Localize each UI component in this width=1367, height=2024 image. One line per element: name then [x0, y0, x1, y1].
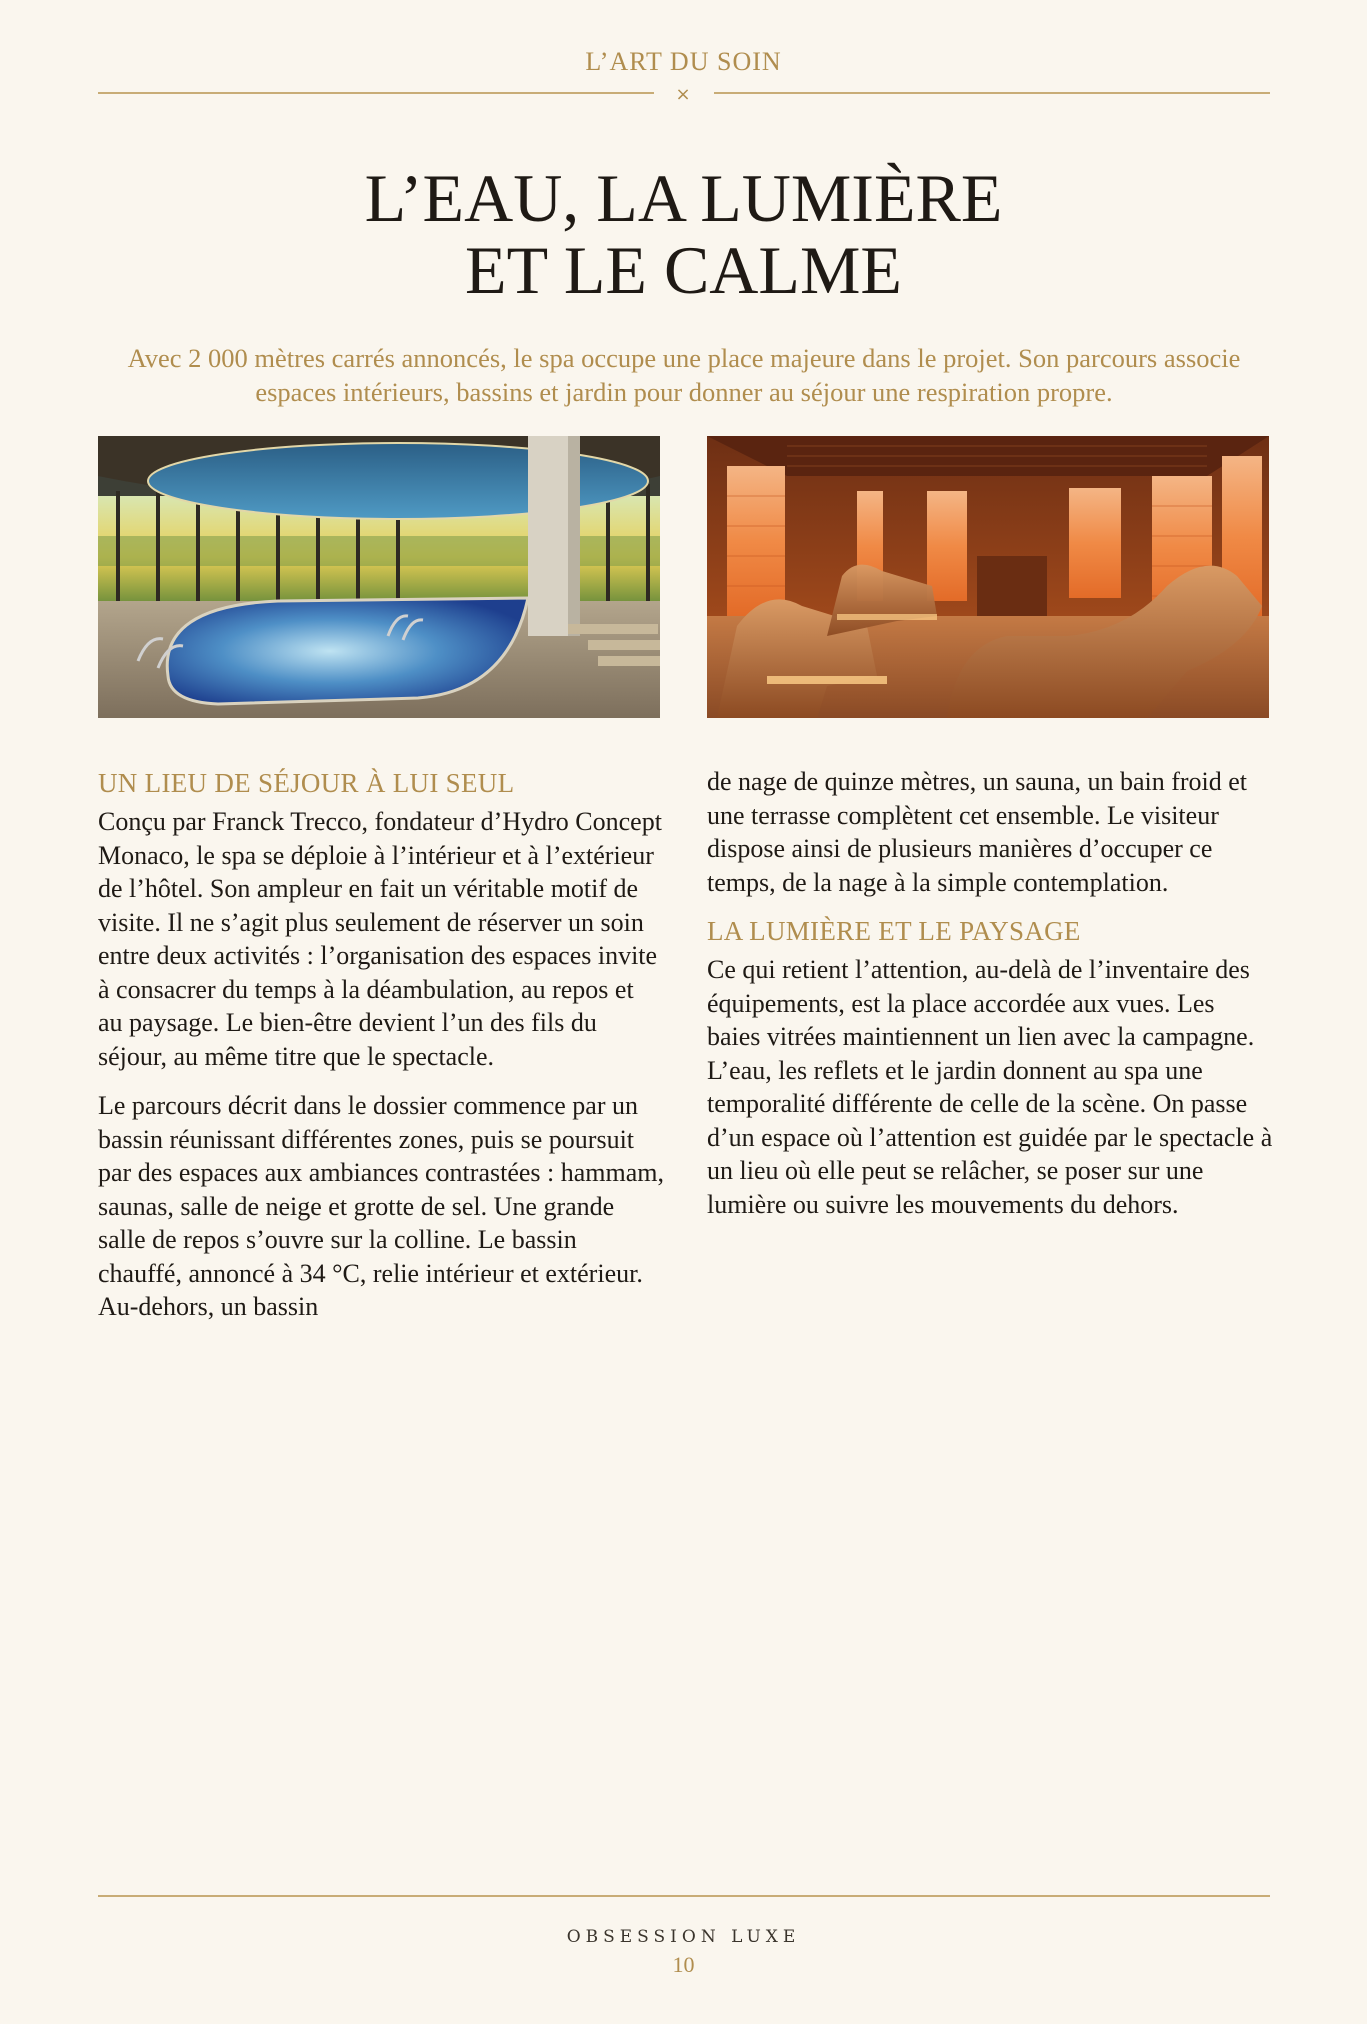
page-number: 10 [672, 1952, 695, 1977]
footer-rule [98, 1895, 1270, 1897]
ornament-cross: × [675, 84, 691, 105]
title-line-1: L’EAU, LA LUMIÈRE [364, 160, 1003, 236]
column-right [707, 765, 1273, 1237]
paragraph-spa-parcours: Le parcours décrit dans le dossier commence par un bassin réunissant différentes zones, puis se poursuit par des espaces aux ambiances contrastées : hammam, saunas, salle de neige et grotte de sel. Une grande salle de repos s’ouvre sur la colline. Le bassin chauffé, annoncé à 34 °C, relie intérieur et extérieur. Au-dehors, un bassin [98, 1091, 664, 1321]
paragraph-spa-parcours-continued: de nage de quinze mètres, un sauna, un bain froid et une terrasse complètent cet ensemble. Le visiteur dispose ainsi de plusieurs manières d’occuper ce temps, de la nage à la simple contemplation. [707, 767, 1248, 897]
article-title [0, 162, 1367, 306]
photo-indoor-pool [98, 436, 660, 718]
section-heading-lieu-de-sejour: UN LIEU DE SÉJOUR À LUI SEUL [98, 768, 515, 798]
title-line-2: ET LE CALME [465, 232, 902, 308]
paragraph-spa-concept: Conçu par Franck Trecco, fondateur d’Hydro Concept Monaco, le spa se déploie à l’intérieur et à l’extérieur de l’hôtel. Son ampleur en fait un véritable motif de visite. Il ne s’agit plus seulement de réserver un soin entre deux activités : l’organisation des espaces invite à consacrer du temps à la déambulation, au repos et au paysage. Le bien-être devient l’un des fils du séjour, au même titre que le spectacle. [98, 807, 662, 1071]
article-intro: Avec 2 000 mètres carrés annoncés, le spa occupe une place majeure dans le projet. Son parcours associe espaces intérieurs, bassins et jardin pour donner au séjour une respiration propre. [127, 343, 1241, 407]
photo-salt-relaxation-room [707, 436, 1269, 718]
section-heading-lumiere-paysage: LA LUMIÈRE ET LE PAYSAGE [707, 916, 1081, 946]
column-left [98, 765, 664, 1340]
footer-brand: OBSESSION LUXE [566, 1927, 801, 1947]
paragraph-lumiere-paysage: Ce qui retient l’attention, au-delà de l’inventaire des équipements, est la place accordée aux vues. Les baies vitrées maintiennent un lien avec la campagne. L’eau, les reflets et le jardin donnent au spa une temporalité différente de celle de la scène. On passe d’un espace où l’attention est guidée par le spectacle à un lieu où elle peut se relâcher, se poser sur une lumière ou suivre les mouvements du dehors. [707, 955, 1273, 1219]
header-rule-left [98, 92, 654, 94]
header-rule-right [714, 92, 1270, 94]
section-kicker: L’ART DU SOIN [585, 47, 782, 76]
